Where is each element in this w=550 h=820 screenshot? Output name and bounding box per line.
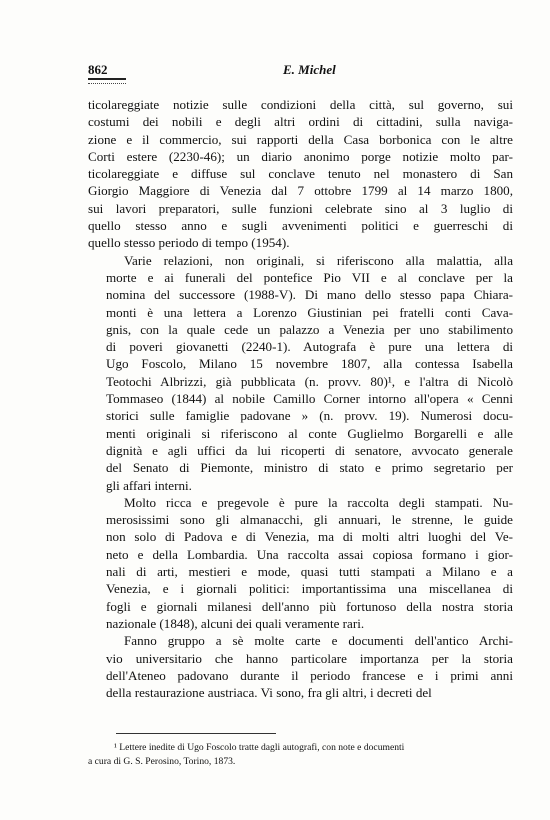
- paragraph: [88, 96, 513, 252]
- text-line: non solo di Padova e di Venezia, ma di molti altri luoghi del Ve-: [106, 529, 513, 545]
- text-line: neto e della Lombardia. Una raccolta assai copiosa formano i gior-: [106, 546, 513, 562]
- text-line: nazionale (1848), alcuni dei quali veramente rari.: [106, 615, 365, 631]
- text-line: Teotochi Albrizzi, già pubblicata (n. provv. 80)¹, e l'altra di Nicolò: [106, 373, 513, 389]
- text-line: dignità e agli uffici da lui ricoperti di senatore, avvocato generale: [106, 442, 513, 458]
- text-line: Venezia, e i giornali politici: importantissima una miscellanea di: [106, 581, 513, 597]
- main-text: [88, 96, 513, 701]
- text-line: fogli e giornali milanesi dell'anno più fortunoso della nostra storia: [106, 598, 513, 614]
- text-line: Giorgio Maggiore di Venezia dal 7 ottobre 1799 al 14 marzo 1800,: [88, 183, 513, 199]
- text-line: monti è una lettera a Lorenzo Giustinian pei fratelli conti Cava-: [106, 304, 513, 320]
- text-line: gli affari interni.: [106, 477, 192, 493]
- text-line: merosissimi sono gli almanacchi, gli annuari, le strenne, le guide: [106, 512, 513, 528]
- text-line: costumi dei nobili e degli altri ordini di cittadini, sulla naviga-: [88, 114, 513, 130]
- footnote-line: a cura di G. S. Perosino, Torino, 1873.: [88, 756, 236, 767]
- header-ornament: [88, 78, 126, 84]
- text-line: Tommaseo (1844) al nobile Camillo Corner intorno all'opera « Cenni: [106, 391, 513, 407]
- running-head: E. Michel: [283, 62, 336, 77]
- text-line: quello stesso anno e sugli avvenimenti politici e guerreschi di: [88, 218, 513, 234]
- text-line: quello stesso periodo di tempo (1954).: [88, 235, 290, 251]
- text-line: di poveri giovanetti (2240-1). Autografa è pure una lettera di: [106, 339, 513, 355]
- footnote-divider: [116, 733, 276, 734]
- paragraph: [88, 252, 513, 494]
- text-line: Varie relazioni, non originali, si riferiscono alla malattia, alla: [124, 252, 513, 268]
- footnote: [88, 741, 513, 769]
- paragraph: [88, 494, 513, 632]
- text-line: Corti estere (2230-46); un diario anonimo porge notizie molto par-: [88, 148, 513, 164]
- text-line: Ugo Foscolo, Milano 15 novembre 1807, alla contessa Isabella: [106, 356, 513, 372]
- text-line: nomina del successore (1988-V). Di mano dello stesso papa Chiara-: [106, 287, 513, 303]
- paragraph: [88, 632, 513, 701]
- text-line: ticolareggiate e diffuse sul conclave tenuto nel monastero di San: [88, 166, 513, 182]
- text-line: sui lavori preparatori, sulle funzioni celebrate sino al 3 luglio di: [88, 200, 513, 216]
- text-line: menti originali si riferiscono al conte Guglielmo Borgarelli e alle: [106, 425, 513, 441]
- text-line: del Senato di Piemonte, ministro di stato e primo segretario per: [106, 460, 513, 476]
- text-line: storici sulle famiglie padovane » (n. provv. 19). Numerosi docu-: [106, 408, 513, 424]
- text-line: vio universitario che hanno particolare importanza per la storia: [106, 650, 513, 666]
- text-line: morte e ai funerali del pontefice Pio VII e al conclave per la: [106, 269, 513, 285]
- text-line: gnis, con la quale cede un palazzo a Venezia per uno stabilimento: [106, 321, 513, 337]
- footnote-line: ¹ Lettere inedite di Ugo Foscolo tratte dagli autografi, con note e documenti: [114, 742, 405, 753]
- text-line: Fanno gruppo a sè molte carte e documenti dell'antico Archi-: [124, 633, 513, 649]
- text-line: nali di arti, mestieri e mode, quasi tutti stampati a Milano e a: [106, 564, 513, 580]
- text-line: dell'Ateneo padovano durante il periodo francese e i primi anni: [106, 667, 513, 683]
- page-header: [88, 62, 513, 78]
- text-line: Molto ricca e pregevole è pure la raccolta degli stampati. Nu-: [124, 494, 513, 510]
- text-line: ticolareggiate notizie sulle condizioni della città, sul governo, sui: [88, 97, 513, 112]
- text-line: della restaurazione austriaca. Vi sono, fra gli altri, i decreti del: [106, 685, 432, 701]
- page-number: 862: [88, 62, 108, 77]
- text-line: zione e il commercio, sui rapporti della Casa borbonica con le altre: [88, 131, 513, 147]
